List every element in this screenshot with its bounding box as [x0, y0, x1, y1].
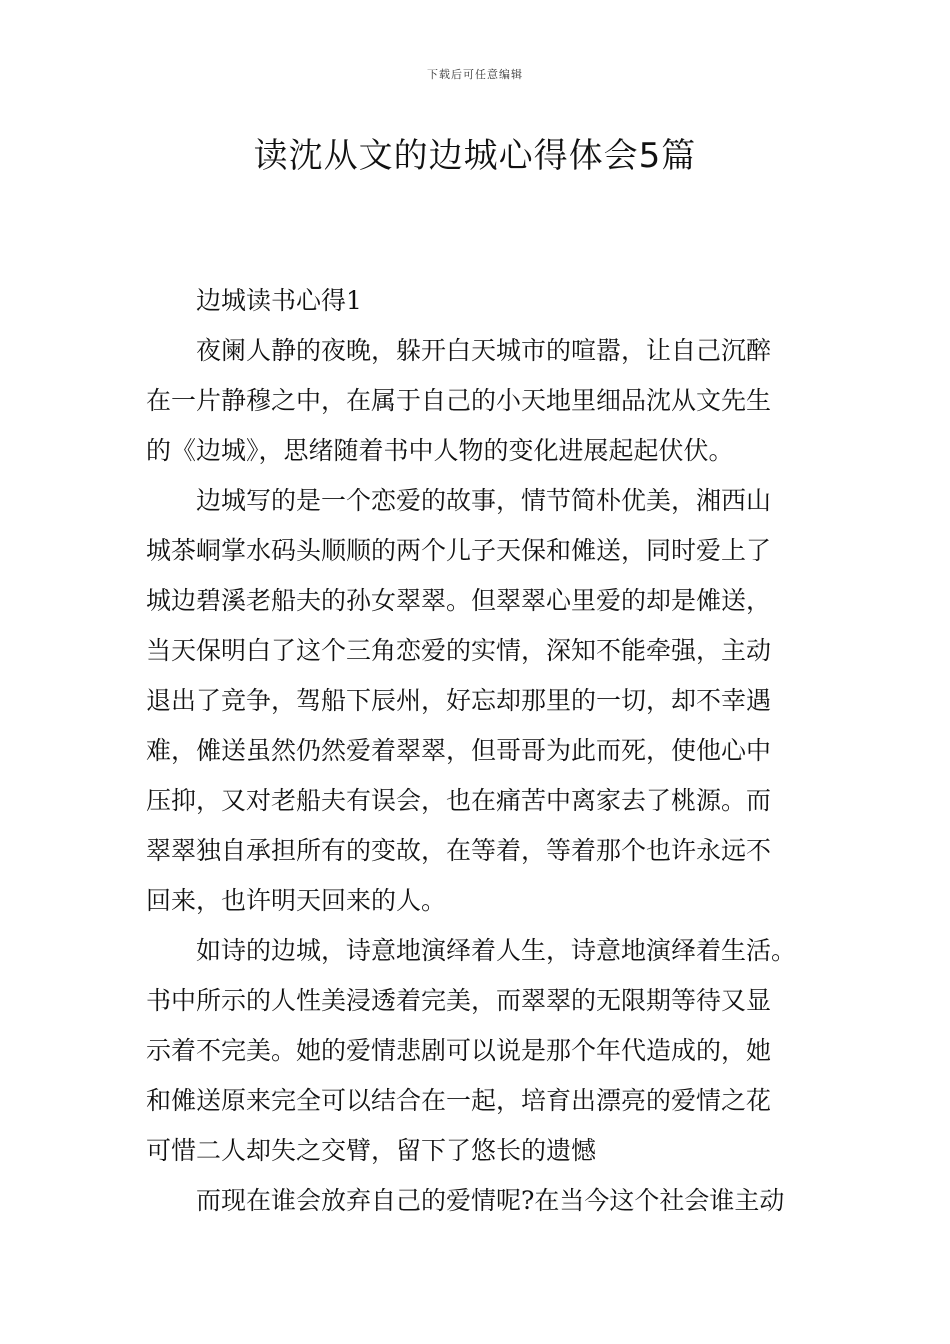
- paragraph-line: 书中所示的人性美浸透着完美，而翠翠的无限期等待又显: [146, 986, 772, 1015]
- paragraph-line: 翠翠独自承担所有的变故，在等着，等着那个也许永远不: [146, 836, 772, 865]
- paragraph-line: 夜阑人静的夜晚，躲开白天城市的喧嚣，让自己沉醉: [196, 336, 772, 365]
- paragraph-line: 城茶峒掌水码头顺顺的两个儿子天保和傩送，同时爱上了: [146, 536, 772, 565]
- document-title: 读沈从文的边城心得体会5篇: [253, 136, 697, 176]
- paragraph-2: [146, 476, 806, 926]
- document-body: [146, 276, 806, 1226]
- paragraph-line: 城边碧溪老船夫的孙女翠翠。但翠翠心里爱的却是傩送，: [146, 586, 772, 615]
- paragraph-line: 示着不完美。她的爱情悲剧可以说是那个年代造成的，她: [146, 1036, 772, 1065]
- paragraph-3: [146, 926, 806, 1176]
- paragraph-line: 和傩送原来完全可以结合在一起，培育出漂亮的爱情之花: [146, 1086, 772, 1115]
- paragraph-line: 而现在谁会放弃自己的爱情呢?在当今这个社会谁主动: [196, 1186, 785, 1215]
- paragraph-line: 当天保明白了这个三角恋爱的实情，深知不能牵强，主动: [146, 636, 772, 665]
- paragraph-line: 如诗的边城，诗意地演绎着人生，诗意地演绎着生活。: [196, 936, 797, 965]
- paragraph-4: [146, 1176, 806, 1226]
- section-heading: 边城读书心得1: [196, 286, 362, 315]
- paragraph-line: 压抑，又对老船夫有误会，也在痛苦中离家去了桃源。而: [146, 786, 772, 815]
- paragraph-1: [146, 326, 806, 476]
- paragraph-line: 的《边城》，思绪随着书中人物的变化进展起起伏伏。: [146, 436, 734, 465]
- paragraph-line: 可惜二人却失之交臂，留下了悠长的遗憾: [146, 1136, 597, 1165]
- paragraph-line: 边城写的是一个恋爱的故事，情节简朴优美，湘西山: [196, 486, 772, 515]
- paragraph-line: 难，傩送虽然仍然爱着翠翠，但哥哥为此而死，使他心中: [146, 736, 772, 765]
- paragraph-line: 在一片静穆之中，在属于自己的小天地里细品沈从文先生: [146, 386, 772, 415]
- paragraph-line: 回来，也许明天回来的人。: [146, 886, 447, 915]
- paragraph-line: 退出了竞争，驾船下辰州，好忘却那里的一切，却不幸遇: [146, 686, 772, 715]
- header-note: 下载后可任意编辑: [427, 68, 523, 81]
